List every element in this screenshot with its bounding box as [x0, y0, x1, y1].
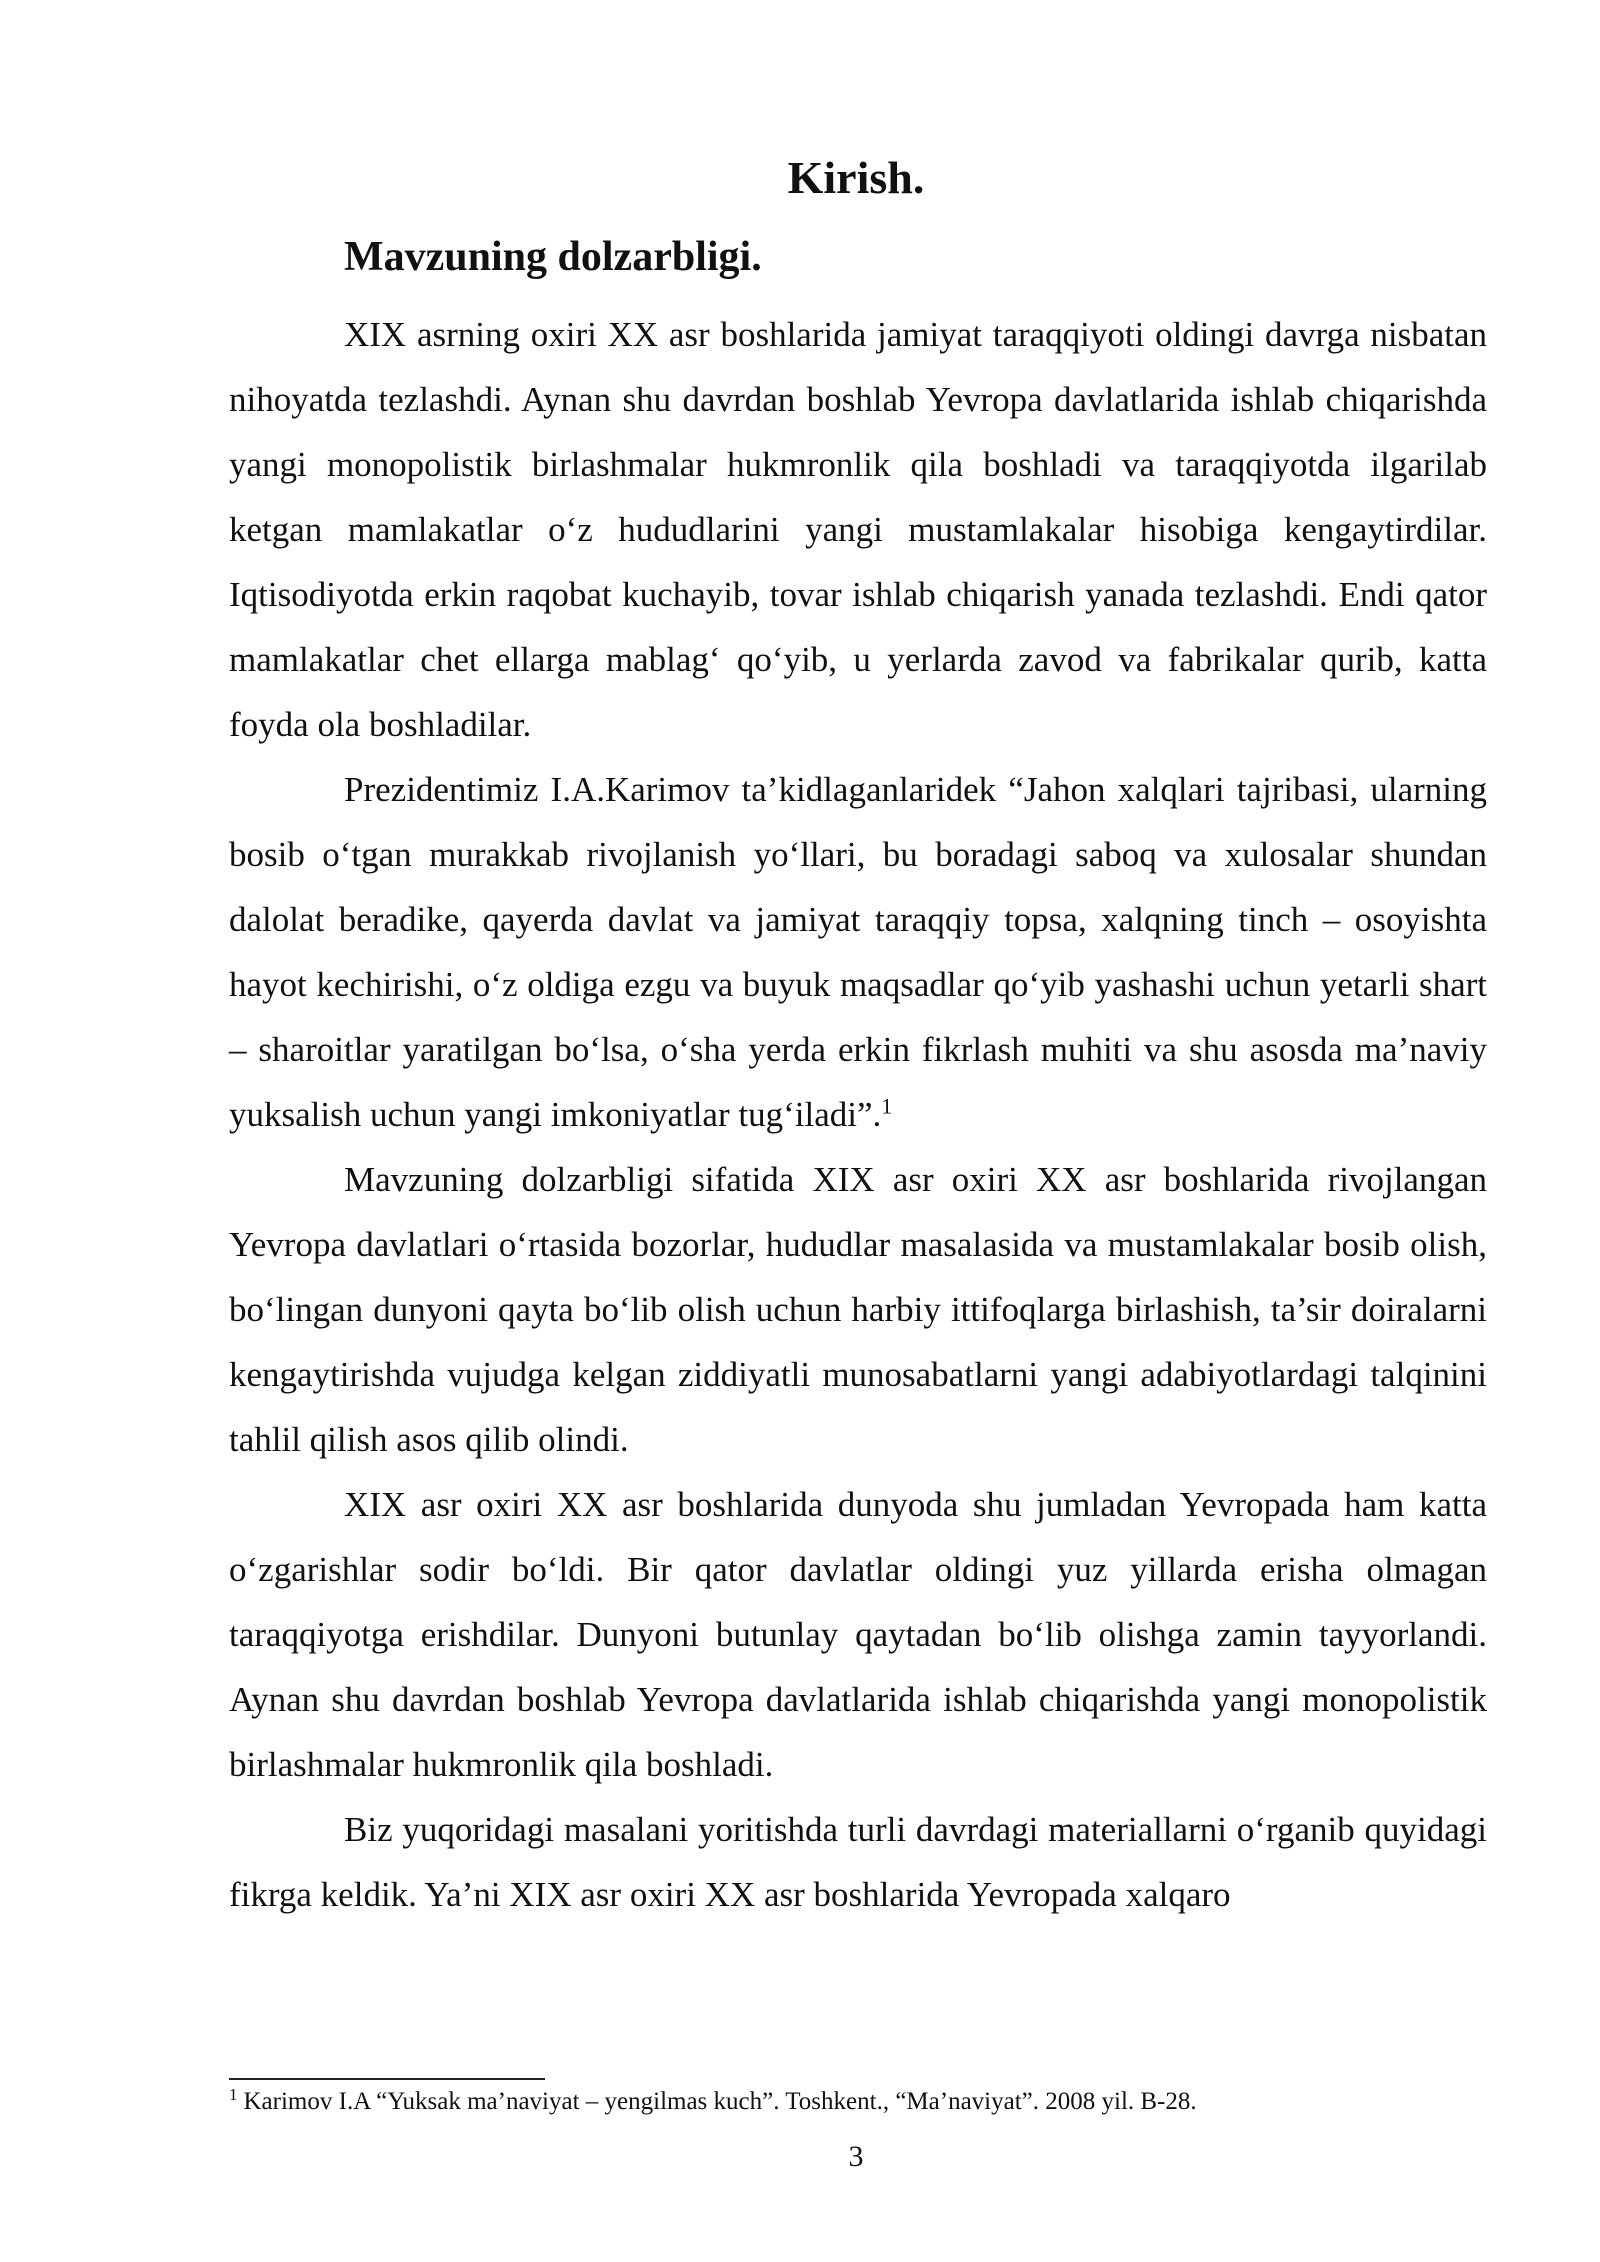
paragraph-text: Prezidentimiz I.A.Karimov ta’kidlaganlaridek “Jahon xalqlari tajribasi, ularning bosib o‘tgan murakkab rivojlanish yo‘llari, bu boradagi saboq va xulosalar shundan dalolat beradike, qayerda davlat va jamiyat taraqqiy topsa, xalqning tinch – osoyishta hayot kechirishi, o‘z oldiga ezgu va buyuk maqsadlar qo‘yib yashashi uchun yetarli shart – sharoitlar yaratilgan bo‘lsa, o‘sha yerda erkin fikrlash muhiti va shu asosda ma’naviy yuksalish uchun yangi imkoniyatlar tug‘iladi”.	[229, 770, 1487, 1134]
paragraph-quote	[229, 757, 1487, 1147]
paragraph: XIX asr oxiri XX asr boshlarida dunyoda shu jumladan Yevropada ham katta o‘zgarishlar sodir bo‘ldi. Bir qator davlatlar oldingi yuz yillarda erisha olmagan taraqqiyotga erishdilar. Dunyoni butunlay qaytadan bo‘lib olishga zamin tayyorlandi. Aynan shu davrdan boshlab Yevropa davlatlarida ishlab chiqarishda yangi monopolistik birlashmalar hukmronlik qila boshladi.	[229, 1485, 1487, 1784]
paragraph: Biz yuqoridagi masalani yoritishda turli davrdagi materiallarni o‘rganib quyidagi fikrga keldik. Ya’ni XIX asr oxiri XX asr boshlarida Yevropada xalqaro	[229, 1810, 1487, 1914]
footnote-text: Karimov I.A “Yuksak ma’naviyat – yengilmas kuch”. Toshkent., “Ma’naviyat”. 2008 yil. B-28.	[243, 2088, 1197, 2115]
footnote-reference[interactable]: 1	[881, 1093, 893, 1119]
body-text	[229, 302, 1487, 1927]
section-heading: Mavzuning dolzarbligi.	[344, 234, 762, 280]
footnote	[229, 2084, 1487, 2120]
paragraph: Mavzuning dolzarbligi sifatida XIX asr oxiri XX asr boshlarida rivojlangan Yevropa davlatlari o‘rtasida bozorlar, hududlar masalasida va mustamlakalar bosib olish, bo‘lingan dunyoni qayta bo‘lib olish uchun harbiy ittifoqlarga birlashish, ta’sir doiralarni kengaytirishda vujudga kelgan ziddiyatli munosabatlarni yangi adabiyotlardagi talqinini tahlil qilish asos qilib olindi.	[229, 1160, 1487, 1459]
paragraph: XIX asrning oxiri XX asr boshlarida jamiyat taraqqiyoti oldingi davrga nisbatan nihoyatda tezlashdi. Aynan shu davrdan boshlab Yevropa davlatlarida ishlab chiqarishda yangi monopolistik birlashmalar hukmronlik qila boshladi va taraqqiyotda ilgarilab ketgan mamlakatlar o‘z hududlarini yangi mustamlakalar hisobiga kengaytirdilar. Iqtisodiyotda erkin raqobat kuchayib, tovar ishlab chiqarish yanada tezlashdi. Endi qator mamlakatlar chet ellarga mablag‘ qo‘yib, u yerlarda zavod va fabrikalar qurib, katta foyda ola boshladilar.	[229, 315, 1487, 744]
footnote-separator	[229, 2078, 545, 2080]
footnote-number: 1	[229, 2084, 238, 2104]
page-number: 3	[848, 2140, 864, 2173]
page-title: Kirish.	[787, 152, 925, 203]
